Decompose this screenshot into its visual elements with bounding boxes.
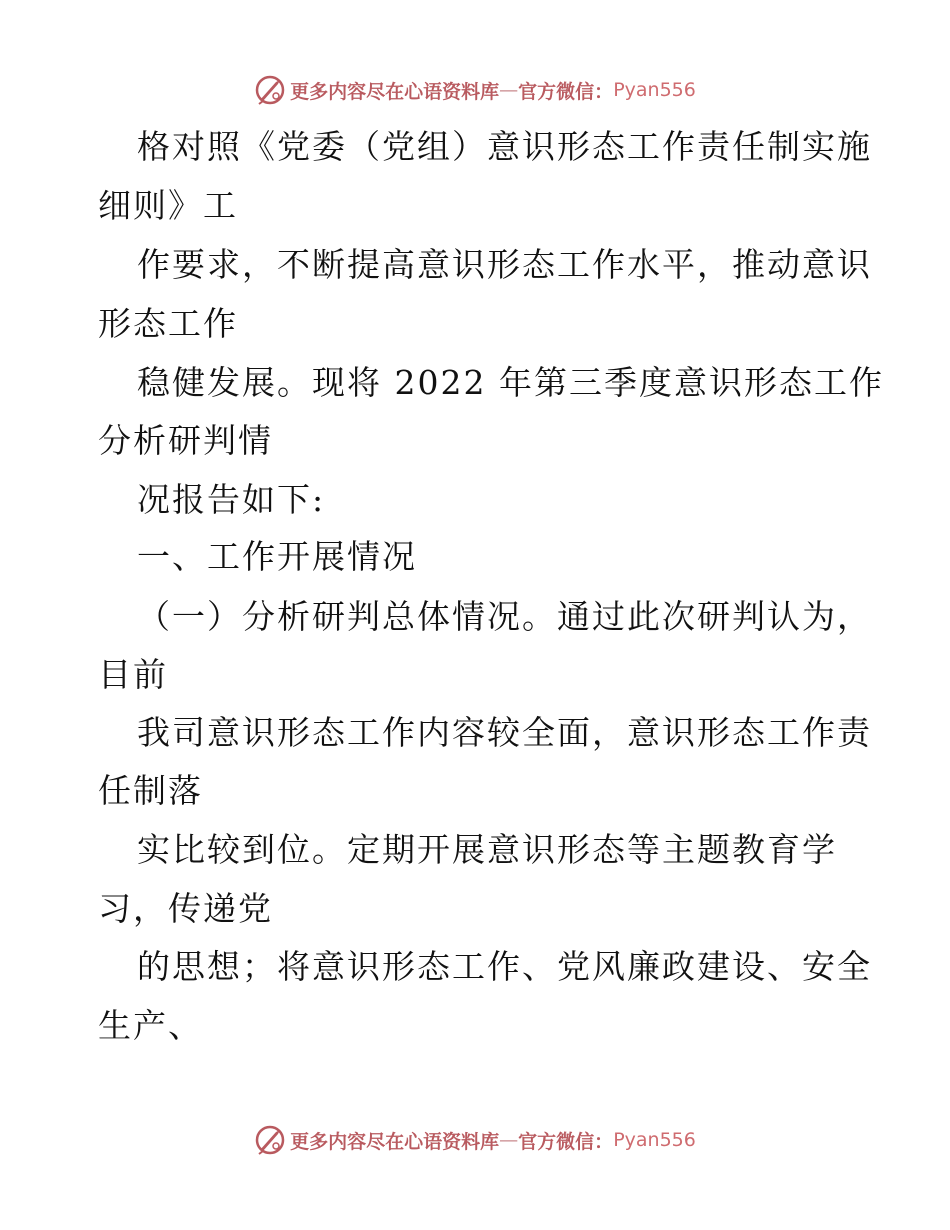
- section-heading: 一、工作开展情况: [137, 537, 417, 576]
- body-line: 的思想；将意识形态工作、党风廉政建设、安全: [137, 947, 872, 986]
- body-line: 任制落: [98, 771, 203, 810]
- body-line: 生产、: [98, 1006, 203, 1045]
- banner-wechat-id: Pyan556: [613, 1129, 696, 1151]
- quill-pen-logo-icon: [254, 1124, 286, 1156]
- banner-site-name: 更多内容尽在心语资料库: [290, 80, 500, 103]
- body-line: 目前: [98, 655, 168, 694]
- body-line: 细则》工: [98, 186, 238, 225]
- header-banner: [0, 70, 950, 110]
- body-line: 习，传递党: [98, 889, 273, 928]
- banner-separator: —: [499, 79, 519, 101]
- body-line: （一）分析研判总体情况。通过此次研判认为，: [137, 597, 872, 636]
- body-line: 稳健发展。现将 2022 年第三季度意识形态工作: [137, 363, 884, 402]
- body-line: 分析研判情: [98, 421, 273, 460]
- body-line: 我司意识形态工作内容较全面，意识形态工作责: [137, 713, 872, 752]
- footer-banner: [0, 1120, 950, 1160]
- body-line: 格对照《党委（党组）意识形态工作责任制实施: [137, 127, 872, 166]
- banner-wechat-label: 官方微信：: [518, 1130, 614, 1153]
- body-line: 作要求，不断提高意识形态工作水平，推动意识: [137, 245, 872, 284]
- banner-wechat-id: Pyan556: [613, 79, 696, 101]
- banner-separator: —: [499, 1129, 519, 1151]
- banner-wechat-label: 官方微信：: [518, 80, 614, 103]
- body-line: 形态工作: [98, 304, 238, 343]
- body-line: 实比较到位。定期开展意识形态等主题教育学: [137, 830, 837, 869]
- banner-site-name: 更多内容尽在心语资料库: [290, 1130, 500, 1153]
- quill-pen-logo-icon: [254, 74, 286, 106]
- body-line: 况报告如下:: [137, 480, 326, 519]
